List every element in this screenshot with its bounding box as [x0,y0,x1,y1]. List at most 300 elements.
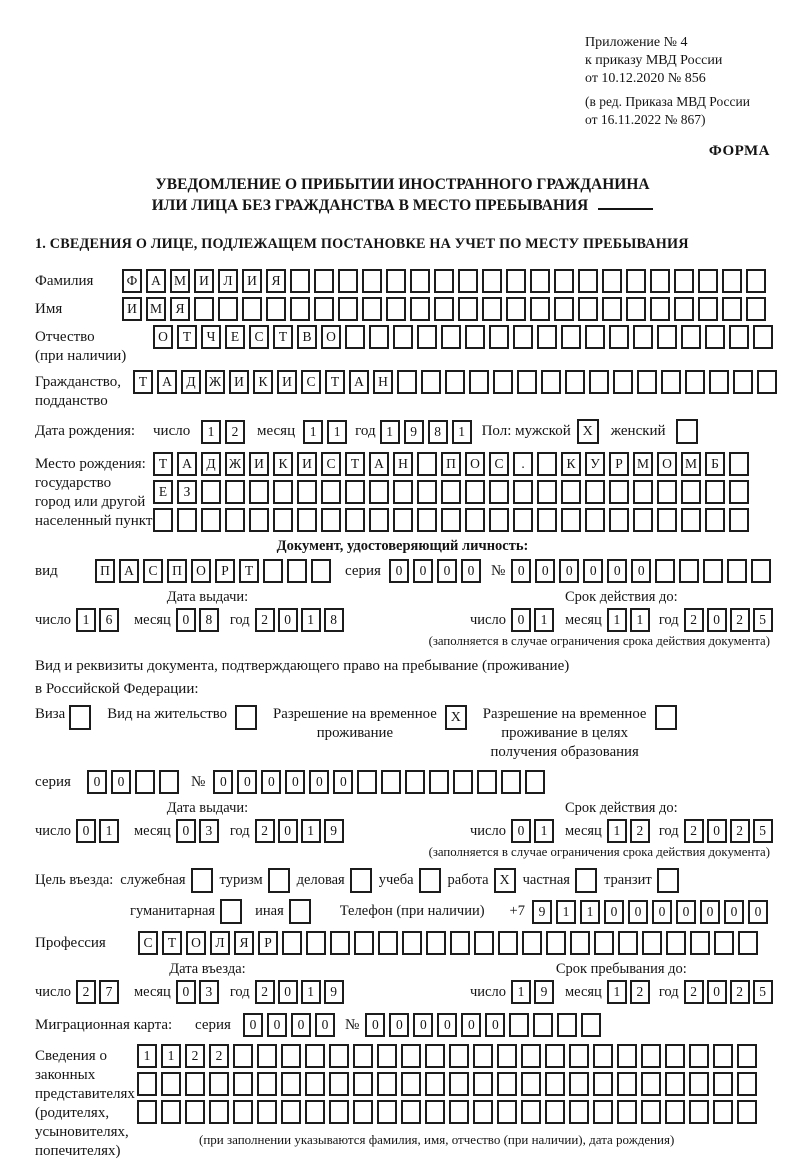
purpose-transit-checkbox [657,868,679,893]
year-label: год [658,983,679,1000]
identity-doc-header: Документ, удостоверяющий личность: [276,538,529,554]
form-cell [425,1044,445,1068]
form-cell [727,559,747,583]
form-cell [633,480,653,504]
option-residence-permit-label: Вид на жительство [107,706,228,722]
form-cell: А [349,370,369,394]
form-cell: 0 [583,559,603,583]
birth-date-row [35,419,770,444]
form-cell: 1 [534,819,554,843]
citizenship-cells [133,370,777,394]
stay-doc-options [35,705,770,762]
form-cell [161,1100,181,1124]
form-cell [593,1044,613,1068]
form-cell: 9 [534,980,554,1004]
given-name-cells [122,297,766,321]
form-cell [321,480,341,504]
form-cell [679,559,699,583]
form-cell [641,1044,661,1068]
year-label: год [229,611,250,628]
form-cell: 1 [607,980,627,1004]
form-cell: 0 [309,770,329,794]
form-cell: 2 [684,608,704,632]
birth-day-cells [201,420,245,444]
form-cell: Т [177,325,197,349]
option-residence-permit [107,705,257,730]
form-cell [722,269,742,293]
form-cell [661,370,681,394]
form-cell: 0 [389,559,409,583]
form-cell [703,559,723,583]
checkbox-cell [220,899,242,924]
title-line-1: УВЕДОМЛЕНИЕ О ПРИБЫТИИ ИНОСТРАННОГО ГРАЖДАНИНА [155,176,650,193]
issue-day-cells [76,608,119,632]
form-cell [713,1100,733,1124]
identity-doc-row [35,559,770,583]
form-cell [681,508,701,532]
patronymic-row [35,325,770,366]
form-cell [273,480,293,504]
form-cell [329,1072,349,1096]
form-cell [273,508,293,532]
edition-reference [585,93,770,129]
profession-label: Профессия [35,934,106,951]
checkbox-cell [676,419,698,444]
form-cell: 2 [185,1044,205,1068]
form-cell: М [633,452,653,476]
form-cell [497,1100,517,1124]
form-cell [569,1044,589,1068]
purpose-business-checkbox [350,868,372,893]
form-cell: 0 [707,608,727,632]
migration-card-number-cells [365,1013,601,1037]
form-cell: Т [273,325,293,349]
form-cell: 0 [607,559,627,583]
form-cell [233,1072,253,1096]
form-cell: О [321,325,341,349]
form-cell [465,480,485,504]
valid-until-header: Срок действия до: [564,800,678,816]
form-cell: 9 [532,900,552,924]
form-cell [434,269,454,293]
form-cell: О [657,452,677,476]
form-cell [314,297,334,321]
form-cell [393,508,413,532]
form-cell: Т [133,370,153,394]
purpose-business: деловая [297,868,372,893]
form-cell: 0 [511,819,531,843]
birth-date-label: Дата рождения: [35,423,136,439]
form-cell: 0 [676,900,696,924]
form-cell: 0 [461,559,481,583]
birth-month-cells [303,420,347,444]
form-cell: П [441,452,461,476]
form-cell [282,931,302,955]
form-cell [594,931,614,955]
form-cell [729,325,749,349]
form-cell: 2 [630,819,650,843]
form-cell [338,269,358,293]
form-cell [729,452,749,476]
form-cell [521,1044,541,1068]
form-cell [666,931,686,955]
stay-until-day-cells [511,980,554,1004]
form-cell: 1 [301,608,321,632]
month-label: месяц [564,611,602,628]
annex-reference [585,34,770,88]
citizenship-row [35,370,770,411]
form-cell [290,297,310,321]
form-cell [345,325,365,349]
form-cell [513,325,533,349]
form-cell [417,480,437,504]
form-cell [609,480,629,504]
form-cell [609,325,629,349]
form-cell [689,1100,709,1124]
form-cell [159,770,179,794]
annex-line: к приказу МВД России [585,53,723,68]
form-cell: 2 [255,608,275,632]
form-cell [429,770,449,794]
form-cell: 3 [199,980,219,1004]
phone-cells [532,900,768,924]
form-cell: 0 [748,900,768,924]
form-cell [354,931,374,955]
form-cell: П [167,559,187,583]
form-cell [498,931,518,955]
restriction-note: (заполняется в случае ограничения срока действия документа) [428,845,770,859]
stay-doc-number-cells [213,770,545,794]
form-cell: 0 [535,559,555,583]
entry-day-cells [76,980,119,1004]
stay-expiry-month-cells [607,819,650,843]
form-cell [421,370,441,394]
stay-doc-seriya-cells [87,770,179,794]
purpose-study-checkbox [419,868,441,893]
form-cell: 0 [437,1013,457,1037]
form-cell: 0 [511,608,531,632]
option-visa-checkbox [69,705,91,730]
day-label: число [35,611,71,628]
number-sign: № [345,1016,360,1033]
form-cell [329,1100,349,1124]
form-cell [137,1072,157,1096]
identity-doc-dates [35,589,770,632]
form-cell [209,1072,229,1096]
surname-label: Фамилия [35,273,94,289]
seriya-label: серия [195,1016,231,1033]
form-cell: 8 [428,420,448,444]
form-cell [537,508,557,532]
form-cell [135,770,155,794]
purpose-tourism-checkbox [268,868,290,893]
form-cell [578,269,598,293]
form-cell [626,297,646,321]
form-cell: Л [210,931,230,955]
form-cell: И [249,452,269,476]
form-cell: Е [225,325,245,349]
option-temp-residence-education-label: Разрешение на временное проживание в целях получения образования [482,706,647,760]
option-visa-label: Виза [35,706,66,722]
option-visa [35,705,91,730]
form-cell [242,297,262,321]
form-cell: Ч [201,325,221,349]
surname-row [35,269,770,293]
form-cell [557,1013,577,1037]
year-label: год [658,611,679,628]
form-cell: 9 [324,819,344,843]
form-cell [477,770,497,794]
form-cell [449,1044,469,1068]
form-cell: Я [266,269,286,293]
form-cell: 0 [333,770,353,794]
form-cell: О [465,452,485,476]
stay-issue-year-cells [255,819,344,843]
form-cell: В [297,325,317,349]
issue-date-header: Дата выдачи: [166,800,249,816]
form-cell [353,1044,373,1068]
form-cell: 1 [99,819,119,843]
form-cell [593,1072,613,1096]
day-label: число [35,822,71,839]
form-cell [705,325,725,349]
stay-issue-day-cells [76,819,119,843]
purpose-row [35,868,770,893]
valid-until-header: Срок действия до: [564,589,678,605]
form-cell [650,297,670,321]
form-cell: С [489,452,509,476]
form-cell [377,1100,397,1124]
form-cell: Ф [122,269,142,293]
doc-seriya-cells [389,559,481,583]
form-cell [161,1072,181,1096]
surname-cells [122,269,766,293]
form-cell: П [95,559,115,583]
form-cell: 6 [99,608,119,632]
form-cell [489,508,509,532]
form-cell: 0 [176,608,196,632]
birth-place-cells-row2 [153,480,749,504]
form-cell [602,297,622,321]
form-cell [465,325,485,349]
form-cell [657,480,677,504]
form-cell: 2 [209,1044,229,1068]
day-label: число [35,983,71,1000]
form-cell [637,370,657,394]
form-cell: И [277,370,297,394]
form-cell [617,1100,637,1124]
stay-doc-intro-1: Вид и реквизиты документа, подтверждающего право на пребывание (проживание) [35,658,570,674]
form-cell: 1 [580,900,600,924]
purpose-official-checkbox [191,868,213,893]
form-cell: 1 [301,819,321,843]
option-temp-residence-education-checkbox [655,705,677,730]
form-cell [685,370,705,394]
form-label: ФОРМА [708,143,770,159]
form-cell [689,1044,709,1068]
form-cell [386,269,406,293]
form-cell [657,325,677,349]
form-cell [489,480,509,504]
form-cell [585,325,605,349]
form-cell [445,370,465,394]
form-cell [469,370,489,394]
form-cell [737,1072,757,1096]
form-cell: 1 [380,420,400,444]
form-cell [581,1013,601,1037]
title-line-2: ИЛИ ЛИЦА БЕЗ ГРАЖДАНСТВА В МЕСТО ПРЕБЫВАНИЯ [35,195,770,216]
form-cell [338,297,358,321]
stay-until-month-cells [607,980,650,1004]
representatives-label: Сведения о законных представителях (родителях, усыновителях, попечителях) [35,1048,135,1159]
form-cell [650,269,670,293]
form-cell [449,1072,469,1096]
purpose-other: иная [255,899,311,924]
form-cell [757,370,777,394]
form-cell [698,297,718,321]
form-cell [257,1072,277,1096]
form-cell [225,480,245,504]
form-cell [185,1072,205,1096]
form-cell: 0 [652,900,672,924]
form-cell: 0 [700,900,720,924]
form-cell [537,480,557,504]
stay-doc-dates [35,800,770,843]
purpose-study: учеба [379,868,441,893]
form-cell [473,1072,493,1096]
checkbox-cell: X [577,419,599,444]
form-cell: Т [325,370,345,394]
day-label: число [470,983,506,1000]
form-cell: 5 [753,980,773,1004]
form-cell: 0 [437,559,457,583]
form-cell: Т [153,452,173,476]
form-cell [287,559,307,583]
form-cell [533,1013,553,1037]
form-cell: 0 [87,770,107,794]
form-cell [441,325,461,349]
form-cell: 2 [684,819,704,843]
given-name-row [35,297,770,321]
form-cell [570,931,590,955]
birth-place-label: Место рождения: государство город или другой населенный пункт [35,456,153,529]
form-cell [177,508,197,532]
form-cell [722,297,742,321]
form-cell [513,508,533,532]
given-name-label: Имя [35,301,63,317]
phone-label: Телефон (при наличии) [339,903,485,919]
form-cell: И [229,370,249,394]
form-cell: 1 [534,608,554,632]
form-cell [305,1072,325,1096]
month-label: месяц [257,423,296,439]
form-cell: 0 [237,770,257,794]
form-cell [501,770,521,794]
year-label: год [229,822,250,839]
form-cell: 1 [607,819,627,843]
issue-month-cells [176,608,219,632]
form-cell: К [561,452,581,476]
form-cell: Т [345,452,365,476]
form-cell: 5 [753,608,773,632]
form-cell [513,480,533,504]
issue-date-header: Дата выдачи: [166,589,249,605]
form-cell: У [585,452,605,476]
form-cell [561,508,581,532]
form-cell: 1 [607,608,627,632]
birth-place-block [35,452,770,532]
form-cell [509,1013,529,1037]
form-cell [569,1100,589,1124]
form-cell [194,297,214,321]
phone-prefix: +7 [509,903,525,919]
day-label: число [153,423,191,439]
issue-year-cells [255,608,344,632]
form-cell [530,297,550,321]
purpose-official: служебная [120,868,212,893]
form-cell [402,931,422,955]
form-cell: А [157,370,177,394]
form-cell [665,1044,685,1068]
form-cell [506,269,526,293]
form-cell [153,508,173,532]
form-cell: 0 [111,770,131,794]
form-cell [705,508,725,532]
form-cell [714,931,734,955]
form-cell [554,269,574,293]
edition-line: (в ред. Приказа МВД России [585,94,750,109]
form-cell [297,480,317,504]
form-cell [329,1044,349,1068]
form-cell [746,269,766,293]
form-cell [641,1072,661,1096]
section1-heading: 1. СВЕДЕНИЯ О ЛИЦЕ, ПОДЛЕЖАЩЕМ ПОСТАНОВКЕ НА УЧЕТ ПО МЕСТУ ПРЕБЫВАНИЯ [35,236,689,252]
form-cell [537,452,557,476]
form-cell: С [301,370,321,394]
form-cell: 1 [303,420,323,444]
form-cell [458,297,478,321]
form-cell [369,325,389,349]
checkbox-cell: X [494,868,516,893]
form-cell [546,931,566,955]
form-cell: 0 [285,770,305,794]
checkbox-cell [191,868,213,893]
purpose-tourism: туризм [220,868,290,893]
form-cell [618,931,638,955]
form-cell [689,1072,709,1096]
form-cell [713,1044,733,1068]
form-cell [489,325,509,349]
citizenship-label: Гражданство, подданство [35,374,122,409]
day-label: число [470,611,506,628]
form-cell: 0 [707,980,727,1004]
form-cell [746,297,766,321]
form-cell [729,480,749,504]
form-cell: Ж [225,452,245,476]
form-cell: 0 [278,980,298,1004]
form-cell: 8 [199,608,219,632]
form-cell [369,480,389,504]
purpose-other-checkbox [289,899,311,924]
entry-dates [35,961,770,1004]
form-cell [401,1072,421,1096]
form-cell [357,770,377,794]
birth-year-cells [380,420,472,444]
sex-male-label: Пол: мужской [481,423,571,439]
form-cell [266,297,286,321]
form-cell [674,297,694,321]
form-cell: 0 [389,1013,409,1037]
